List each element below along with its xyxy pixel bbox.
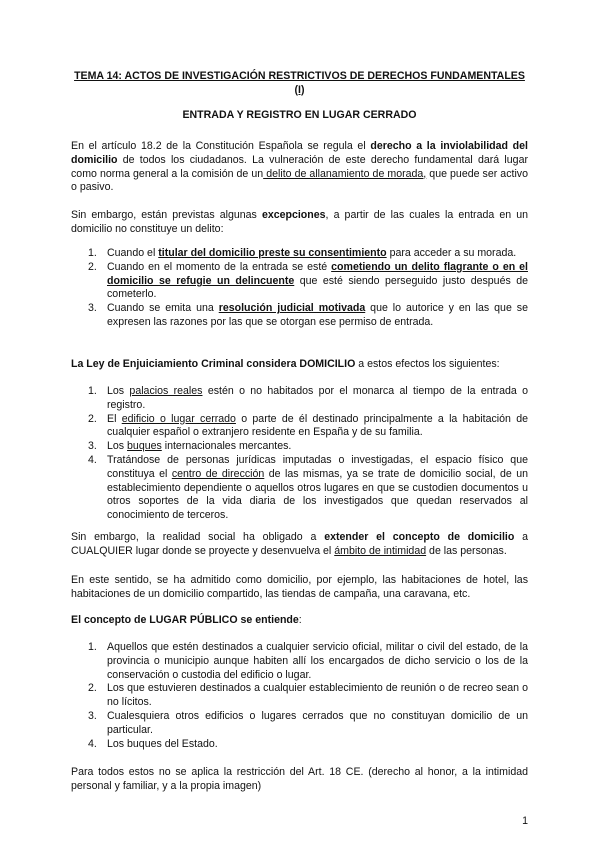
list-number: 3. [88, 440, 97, 453]
text: Cuando el [107, 247, 159, 259]
text: Cualesquiera otros edificios o lugares cerrados que no constituyan domicilio de un particular. [107, 709, 528, 736]
text: a estos efectos los siguientes: [355, 358, 500, 370]
list-item [71, 261, 528, 302]
text: Los buques del Estado. [107, 737, 218, 750]
list-number: 2. [88, 260, 97, 273]
text-underlined: palacios reales [129, 385, 203, 397]
text: que lo autorice y en las que se expresen las razones por las que se otorgan ese permiso de entrada. [107, 302, 528, 328]
text: a CUALQUIER lugar donde se proyecte y desenvuelva el [71, 531, 528, 557]
text: Cuando se emita una [107, 302, 219, 315]
list-item [71, 454, 528, 523]
text-underlined: edificio o lugar cerrado [121, 412, 236, 425]
list-number: 3. [88, 709, 97, 722]
text: para acceder a su morada. [386, 247, 517, 259]
list-number: 1. [88, 385, 97, 397]
list-item [71, 738, 528, 752]
text: Tratándose de personas jurídicas imputadas o investigadas, el espacio físico que constituya el [107, 453, 528, 480]
list-item [71, 710, 528, 738]
list-item [71, 385, 528, 413]
section-subtitle: ENTRADA Y REGISTRO EN LUGAR CERRADO [182, 109, 417, 121]
text: Para todos estos no se aplica la restricción del Art. 18 CE. (derecho al honor, a la intimidad personal y familiar, y a la propia imagen) [71, 766, 528, 792]
page-title: TEMA 14: ACTOS DE INVESTIGACIÓN RESTRICTIVOS DE DERECHOS FUNDAMENTALES (I) [74, 70, 525, 96]
text-bold: extender el concepto de domicilio [324, 531, 515, 543]
text: En el artículo 18.2 de la Constitución Española se regula el [71, 140, 371, 152]
list-item [71, 302, 528, 330]
text: de todos los ciudadanos. La vulneración de este derecho fundamental dará lugar como norma general a la comisión de un [71, 153, 528, 180]
list-item [71, 641, 528, 682]
list-item [71, 440, 528, 454]
text: de las personas. [426, 544, 507, 557]
text: Sin embargo, la realidad social ha obligado a [71, 531, 325, 543]
text: de las mismas, ya se trate de domicilio social, de un establecimiento dependiente o aquellos otros lugares en que se custodien documentos u otros soportes de la vida diaria de los investigados que quedan reservados al conocimiento de terceros. [107, 467, 528, 522]
text: Los [107, 385, 130, 397]
list-number: 2. [88, 412, 97, 425]
exceptions-list [71, 247, 528, 330]
page-number: 1 [522, 815, 528, 827]
text-bold-underlined: titular del domicilio preste su consentimiento [158, 247, 387, 259]
text: Los que estuvieren destinados a cualquier establecimiento de reunión o de recreo sean o no lícitos. [107, 682, 528, 709]
list-item [71, 413, 528, 441]
text: El [107, 412, 122, 425]
paragraph-domicilio-heading [71, 358, 528, 372]
text: que esté siendo perseguido justo después de cometerlo. [107, 274, 529, 301]
text: o parte de él destinado principalmente a la habitación de cualquier español o extranjero residente en España y de su familia. [107, 412, 528, 439]
text-underlined: centro de dirección [171, 467, 265, 480]
list-item [71, 682, 528, 710]
text-bold-underlined: cometiendo un delito flagrante o en el domicilio se refugie un delincuente [107, 260, 528, 287]
text-underlined: delito de allanamiento de morada, [263, 167, 427, 180]
text-underlined: ámbito de intimidad [334, 544, 427, 557]
text: , a partir de las cuales la entrada en un domicilio no constituye un delito: [71, 209, 529, 235]
lugar-publico-list [71, 641, 528, 751]
list-item [71, 247, 528, 261]
text: Aquellos que estén destinados a cualquier servicio oficial, militar o civil del estado, de la provincia o municipio aunque habiten allí los encargados de dicho servicio o los de la conservación o custodia del edificio o lugar. [107, 641, 528, 681]
text: Cuando en el momento de la entrada se esté [107, 260, 332, 273]
text-bold: La Ley de Enjuiciamiento Criminal considera DOMICILIO [71, 358, 356, 370]
list-number: 3. [88, 302, 97, 315]
text: : [298, 614, 302, 626]
paragraph-lugar-publico-heading [71, 614, 528, 628]
paragraph-intro [71, 140, 528, 195]
text: estén o no habitados por el monarca al tiempo de la entrada o registro. [107, 385, 528, 411]
list-number: 2. [88, 682, 97, 695]
list-number: 1. [88, 641, 97, 653]
paragraph-exceptions [71, 209, 528, 237]
text-underlined: buques [127, 440, 162, 453]
domicilio-list [71, 385, 528, 523]
text: Los [107, 440, 128, 453]
paragraph-extension [71, 531, 528, 559]
text: internacionales mercantes. [161, 440, 292, 453]
text-bold: derecho a la inviolabilidad del domicilio [71, 140, 528, 166]
text-bold-underlined: resolución judicial motivada [218, 302, 366, 315]
text: Sin embargo, están previstas algunas [71, 209, 262, 221]
list-number: 4. [88, 453, 97, 466]
text: que puede ser activo o pasivo. [71, 167, 528, 194]
text-bold: excepciones [261, 209, 326, 221]
list-number: 4. [88, 737, 97, 750]
paragraph-closing [71, 766, 528, 794]
paragraph-examples [71, 574, 528, 602]
list-number: 1. [88, 247, 97, 259]
text: En este sentido, se ha admitido como domicilio, por ejemplo, las habitaciones de hotel, las habitaciones de un domicilio compartido, las tiendas de campaña, una caravana, etc. [71, 574, 528, 600]
text-bold: El concepto de LUGAR PÚBLICO se entiende [71, 614, 299, 626]
